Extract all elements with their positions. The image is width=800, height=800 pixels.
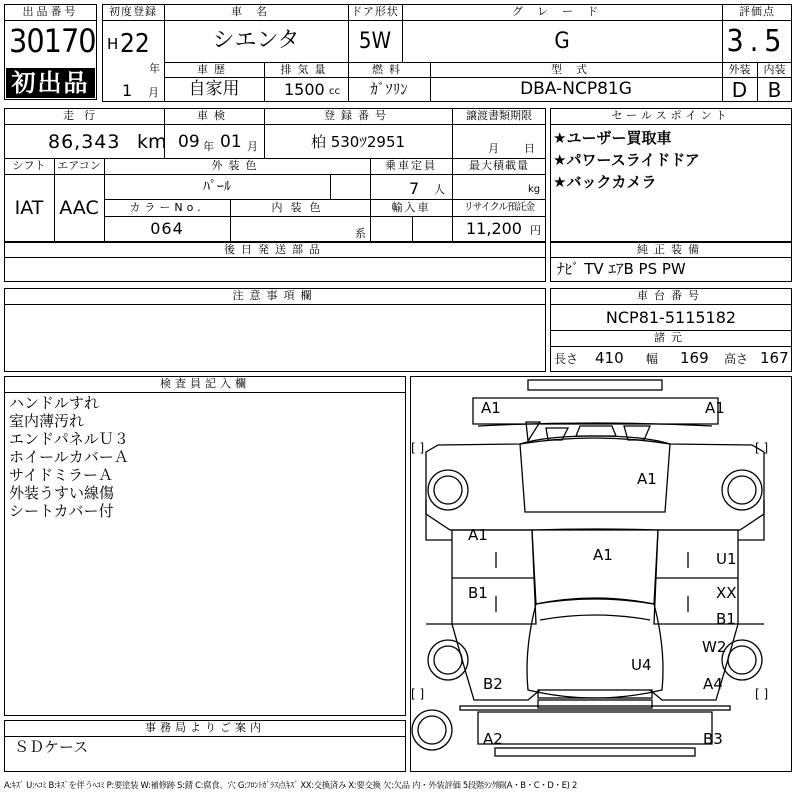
grade-label: グレード [512,5,612,18]
int-color-unit: 系 [355,227,366,240]
recycle: 11,200 [466,219,522,238]
first-reg-month-unit: 月 [148,86,159,99]
recycle-label: リサイクル預託金 [463,202,535,213]
fuel-label: 燃料 [372,63,406,76]
int-rating-label: 内装 [763,63,786,76]
ext-rating: D [731,78,748,102]
displacement: 1500 [284,80,325,99]
width: 169 [680,349,709,367]
damage-mark: B2 [483,675,503,693]
plate: 柏 530ﾂ2951 [310,133,406,151]
door-label: ドア形状 [351,5,399,18]
sales-point-item: ★バックカメラ [553,173,657,191]
door-type: 5W [358,29,392,54]
width-label: 幅 [646,352,659,366]
inspection-year: 09 [178,132,200,152]
first-reg-era: H [107,35,119,53]
sales-point-item: ★ユーザー買取車 [553,129,672,147]
load-unit: kg [528,184,541,195]
inspector-label: 検査員記入欄 [160,377,250,390]
ext-rating-label: 外装 [728,63,751,76]
inspector-note: サイドミラーＡ [9,466,113,484]
sales-points-label: セールスポイント [611,109,731,122]
inspector-note: シートカバー付 [9,502,114,520]
listing-number-label: 出品番号 [22,5,79,18]
recycle-unit: 円 [530,224,541,237]
load-label: 最大積載量 [469,159,529,172]
height: 167 [760,349,789,367]
office-label: 事務局よりご案内 [145,721,265,734]
model-label: 型式 [551,63,601,76]
color-no-label: カラーNo. [129,201,205,214]
damage-mark: A2 [483,730,503,748]
bracket-mark: [ ] [411,441,425,455]
equipment: ﾅﾋﾞ TV ｴｱB PS PW [557,260,686,278]
int-rating: B [767,78,782,102]
dims-label: 諸元 [654,331,688,344]
first-reg-year-unit: 年 [149,62,160,75]
inspector-note: 室内薄汚れ [9,412,85,430]
inspection-month-unit: 月 [247,140,258,153]
bracket-mark: [ ] [755,441,769,455]
first-reg-label: 初度登録 [109,5,157,18]
ext-color: ﾊﾟｰﾙ [203,179,231,195]
damage-mark: A1 [481,399,501,417]
first-listing-badge: 初出品 [6,68,95,98]
damage-mark: B3 [703,730,723,748]
damage-mark: U4 [631,656,652,674]
displacement-label: 排気量 [280,63,332,76]
capacity: 7 [409,179,420,198]
int-color-label: 内装色 [271,201,329,214]
listing-number: 30170 [9,22,96,60]
mileage: 86,343 [48,131,121,153]
damage-mark: A1 [705,399,725,417]
notes-label: 注意事項欄 [232,289,318,302]
import-label: 輸入車 [391,201,431,214]
history-label: 車歴 [197,63,231,76]
rating: 3.5 [726,24,788,59]
damage-mark: W2 [702,638,727,656]
car-name-label: 車名 [231,5,281,18]
rating-label: 評価点 [739,5,775,18]
equipment-label: 純正装備 [637,243,705,256]
mileage-label: 走行 [63,109,105,122]
inspector-note: エンドパネルＵ３ [9,430,129,448]
inspector-note: ハンドルすれ [9,394,100,412]
bracket-mark: [ ] [411,687,425,701]
displacement-unit: cc [329,86,340,97]
damage-mark: A4 [703,675,723,693]
aircon-label: エアコン [57,159,101,172]
car-name: シエンタ [212,28,300,53]
history: 自家用 [188,79,240,99]
bracket-mark: [ ] [755,687,769,701]
damage-mark: B1 [468,584,488,602]
inspector-note: 外装うすい線傷 [9,484,115,502]
first-reg-month: 1 [122,81,133,100]
inspector-note: ホイールカバーＡ [9,448,129,466]
inspection-year-unit: 年 [203,140,214,153]
capacity-label: 乗車定員 [385,159,437,172]
damage-mark: A1 [593,546,613,564]
office-note: ＳＤケース [14,738,89,756]
shift: IAT [14,197,44,219]
chassis-label: 車台番号 [637,289,705,302]
later-parts-label: 後日発送部品 [224,243,326,256]
shift-label: シフト [12,159,46,172]
fuel: ｶﾞｿﾘﾝ [370,80,408,98]
height-label: 高さ [724,352,749,366]
first-reg-year: 22 [120,29,150,59]
damage-mark: B1 [716,610,736,628]
damage-mark: A1 [637,470,657,488]
ext-color-label: 外装色 [211,159,263,172]
sales-point-item: ★パワースライドドア [553,151,700,169]
aircon: AAC [59,197,99,219]
damage-mark: XX [716,584,737,602]
chassis-number: NCP81-5115182 [605,308,737,327]
mileage-unit: km [137,131,167,153]
inspection-month: 01 [220,132,242,152]
damage-mark: A1 [468,526,488,544]
transfer-label: 譲渡書類期限 [466,109,532,122]
plate-label: 登録番号 [324,109,392,122]
inspection-label: 車検 [197,109,231,122]
damage-mark: U1 [716,550,737,568]
transfer-month-unit: 月 [488,142,499,155]
transfer-day-unit: 日 [524,142,535,155]
grade: G [554,29,570,54]
capacity-unit: 人 [434,183,445,196]
length-label: 長さ [554,352,579,366]
legend: A:ｷｽﾞ U:ﾍｺﾐ B:ｷｽﾞを伴うﾍｺﾐ P:要塗装 W:補修跡 S:錆 C:腐食、穴 G:ﾌﾛﾝﾄｶﾞﾗｽ点ｷｽﾞ XX:交換済み X:要交換 欠:欠品 内・外装評価 5段階ﾗﾝｸ順(A・B・C・D・E) 2 [4,780,577,790]
color-no: 064 [150,219,184,238]
model: DBA-NCP81G [520,79,632,99]
length: 410 [595,349,624,367]
